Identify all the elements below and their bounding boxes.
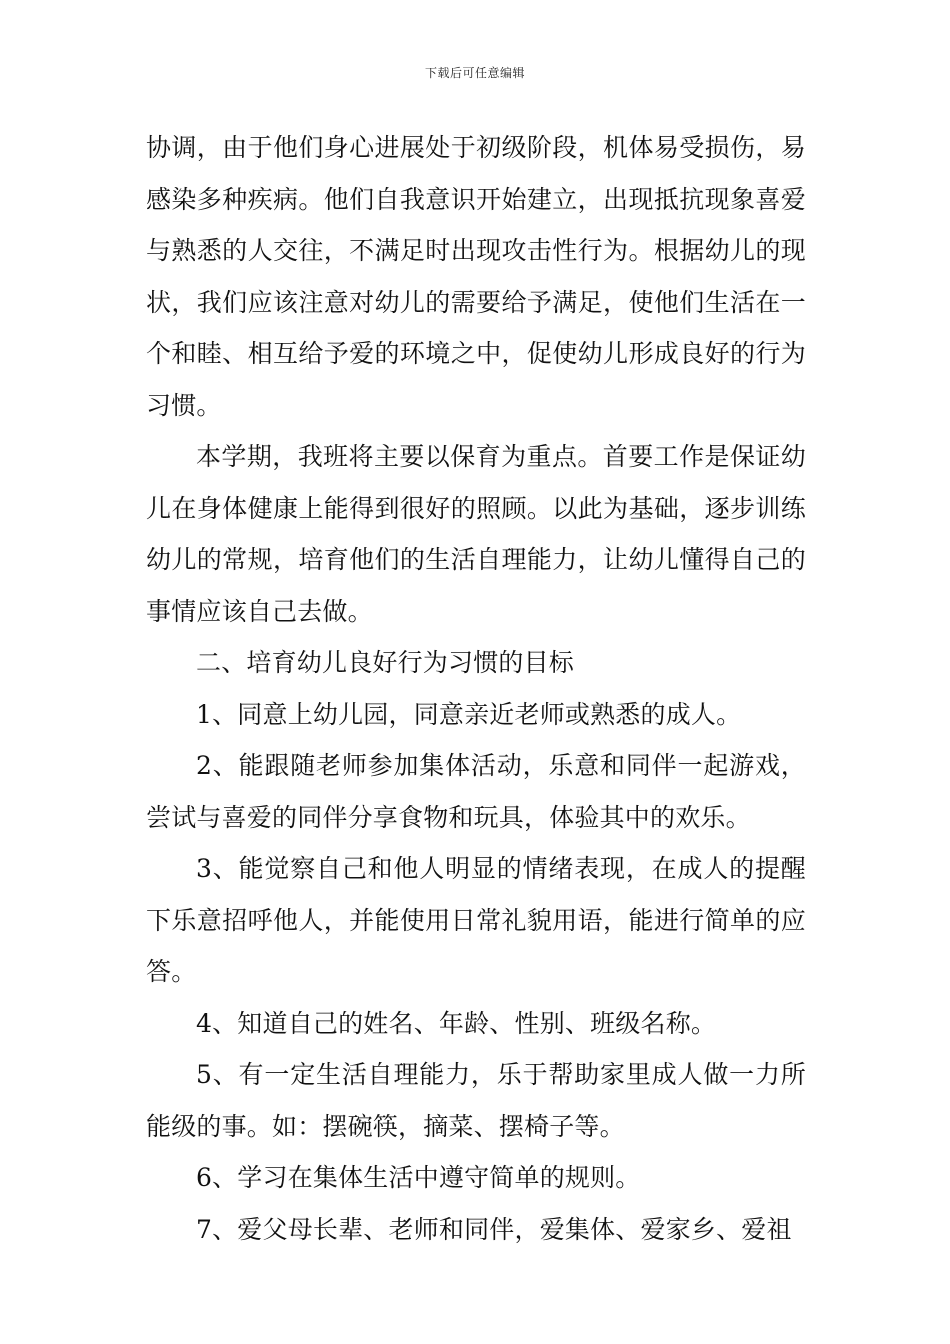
list-item: 1、同意上幼儿园，同意亲近老师或熟悉的成人。	[196, 699, 742, 729]
document-body	[146, 122, 806, 1255]
list-item: 4、知道自己的姓名、年龄、性别、班级名称。	[196, 1008, 717, 1038]
paragraph: 协调，由于他们身心进展处于初级阶段，机体易受损伤，易感染多种疾病。他们自我意识开始建立，出现抵抗现象喜爱与熟悉的人交往，不满足时出现攻击性行为。根据幼儿的现状，我们应该注意对幼儿的需要给予满足，使他们生活在一个和睦、相互给予爱的环境之中，促使幼儿形成良好的行为习惯。	[146, 133, 806, 420]
list-item: 2、能跟随老师参加集体活动，乐意和同伴一起游戏，尝试与喜爱的同伴分享食物和玩具，体验其中的欢乐。	[146, 751, 806, 832]
header-note: 下载后可任意编辑	[424, 66, 525, 80]
section-heading: 二、培育幼儿良好行为习惯的目标	[196, 648, 575, 677]
paragraph: 本学期，我班将主要以保育为重点。首要工作是保证幼儿在身体健康上能得到很好的照顾。以此为基础，逐步训练幼儿的常规，培育他们的生活自理能力，让幼儿懂得自己的事情应该自己去做。	[146, 442, 806, 626]
list-item: 3、能觉察自己和他人明显的情绪表现，在成人的提醒下乐意招呼他人，并能使用日常礼貌用语，能进行简单的应答。	[146, 854, 806, 986]
list-item: 5、有一定生活自理能力，乐于帮助家里成人做一力所能级的事。如：摆碗筷，摘菜、摆椅子等。	[146, 1060, 806, 1141]
list-item: 7、爱父母长辈、老师和同伴，爱集体、爱家乡、爱祖	[196, 1214, 792, 1244]
list-item: 6、学习在集体生活中遵守简单的规则。	[196, 1163, 641, 1192]
